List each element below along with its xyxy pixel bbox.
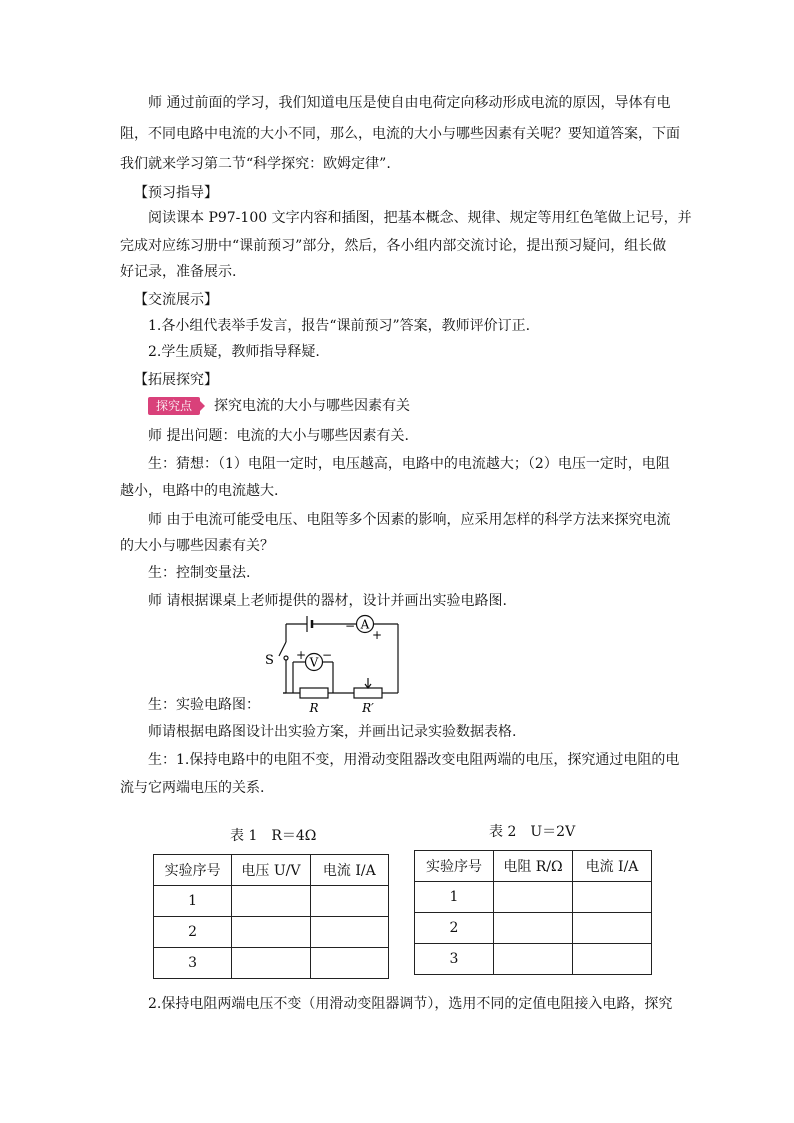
table-cell <box>573 944 652 975</box>
rheostat <box>354 688 382 698</box>
table-cell <box>310 886 388 917</box>
section-heading: 【预习指导】 <box>134 185 218 201</box>
paragraph-line: 流与它两端电压的关系. <box>120 780 265 796</box>
table-cell: 2 <box>154 917 232 948</box>
table-row <box>415 944 652 975</box>
paragraph-line: 1.各小组代表举手发言，报告“课前预习”答案，教师评价订正. <box>148 318 531 334</box>
table-header-cell: 电流 I/A <box>573 851 652 882</box>
rheostat-label: R′ <box>362 701 374 712</box>
table1 <box>153 854 389 979</box>
table-header-cell: 电阻 R/Ω <box>494 851 573 882</box>
paragraph-line: 2.学生质疑，教师指导释疑. <box>148 344 320 360</box>
switch-contact <box>284 656 288 660</box>
resistor-R <box>300 688 328 698</box>
table-row <box>415 882 652 913</box>
paragraph-line: 越小，电路中的电流越大. <box>120 483 279 499</box>
table-header-cell: 电压 U/V <box>232 855 310 886</box>
ammeter-plus: + <box>371 628 383 642</box>
resistor-label: R <box>309 701 319 712</box>
table-row <box>154 917 389 948</box>
voltmeter-label: V <box>309 655 319 670</box>
table-cell: 3 <box>154 948 232 979</box>
table-cell: 3 <box>415 944 494 975</box>
paragraph-line: 的大小与哪些因素有关？ <box>120 538 274 554</box>
voltmeter-plus: + <box>295 648 307 662</box>
paragraph-line: 好记录，准备展示. <box>120 264 237 280</box>
table-header-cell: 电流 I/A <box>310 855 388 886</box>
paragraph-line: 师 由于电流可能受电压、电阻等多个因素的影响，应采用怎样的科学方法来探究电流 <box>148 512 671 528</box>
ammeter-minus: − <box>344 619 356 633</box>
explore-point-badge: 探究点 <box>148 397 200 415</box>
explore-point-title: 探究电流的大小与哪些因素有关 <box>214 398 410 414</box>
section-heading: 【拓展探究】 <box>134 372 218 388</box>
table-header-row <box>154 855 389 886</box>
table-cell <box>573 913 652 944</box>
table2-caption: 表 2 U＝2V <box>489 824 576 840</box>
switch-blade <box>279 642 286 656</box>
table-row <box>154 886 389 917</box>
table-row <box>154 948 389 979</box>
paragraph-line: 2.保持电阻两端电压不变（用滑动变阻器调节），选用不同的定值电阻接入电路，探究 <box>148 996 673 1012</box>
table2 <box>414 850 652 975</box>
table-cell <box>232 948 310 979</box>
voltmeter-minus: − <box>321 648 333 662</box>
paragraph-line: 生：控制变量法. <box>148 565 251 581</box>
paragraph-line: 阅读课本 P97-100 文字内容和插图，把基本概念、规律、规定等用红色笔做上记号，并 <box>148 210 692 226</box>
paragraph-line: 师 请根据课桌上老师提供的器材，设计并画出实验电路图. <box>148 593 507 609</box>
paragraph-line: 师 提出问题：电流的大小与哪些因素有关. <box>148 428 409 444</box>
table-cell <box>494 913 573 944</box>
table-cell <box>232 886 310 917</box>
paragraph-line: 完成对应练习册中“课前预习”部分，然后，各小组内部交流讨论，提出预习疑问，组长做 <box>120 238 667 254</box>
paragraph-line: 我们就来学习第二节“科学探究：欧姆定律”. <box>120 156 391 172</box>
table-cell <box>573 882 652 913</box>
paragraph-line: 生：实验电路图： <box>148 697 260 713</box>
table-cell: 1 <box>415 882 494 913</box>
table-cell <box>310 917 388 948</box>
table1-caption: 表 1 R＝4Ω <box>230 828 317 844</box>
section-heading: 【交流展示】 <box>134 292 218 308</box>
table-cell <box>494 882 573 913</box>
paragraph-line: 师请根据电路图设计出实验方案，并画出记录实验数据表格. <box>148 724 517 740</box>
paragraph-line: 师 通过前面的学习，我们知道电压是使自由电荷定向移动形成电流的原因，导体有电 <box>148 95 671 111</box>
table-cell: 2 <box>415 913 494 944</box>
table-row <box>415 913 652 944</box>
table-cell <box>232 917 310 948</box>
table-header-cell: 实验序号 <box>415 851 494 882</box>
paragraph-line: 阻，不同电路中电流的大小不同，那么，电流的大小与哪些因素有关呢？要知道答案，下面 <box>120 126 680 142</box>
ammeter-label: A <box>360 617 370 632</box>
paragraph-line: 生：1.保持电路中的电阻不变，用滑动变阻器改变电阻两端的电压，探究通过电阻的电 <box>148 752 680 768</box>
paragraph-line: 生：猜想：（1）电阻一定时，电压越高，电路中的电流越大；（2）电压一定时，电阻 <box>148 456 670 472</box>
table-header-cell: 实验序号 <box>154 855 232 886</box>
circuit-diagram <box>255 612 415 712</box>
table-header-row <box>415 851 652 882</box>
table-cell <box>494 944 573 975</box>
table-cell <box>310 948 388 979</box>
table-cell: 1 <box>154 886 232 917</box>
switch-label: S <box>265 653 274 668</box>
